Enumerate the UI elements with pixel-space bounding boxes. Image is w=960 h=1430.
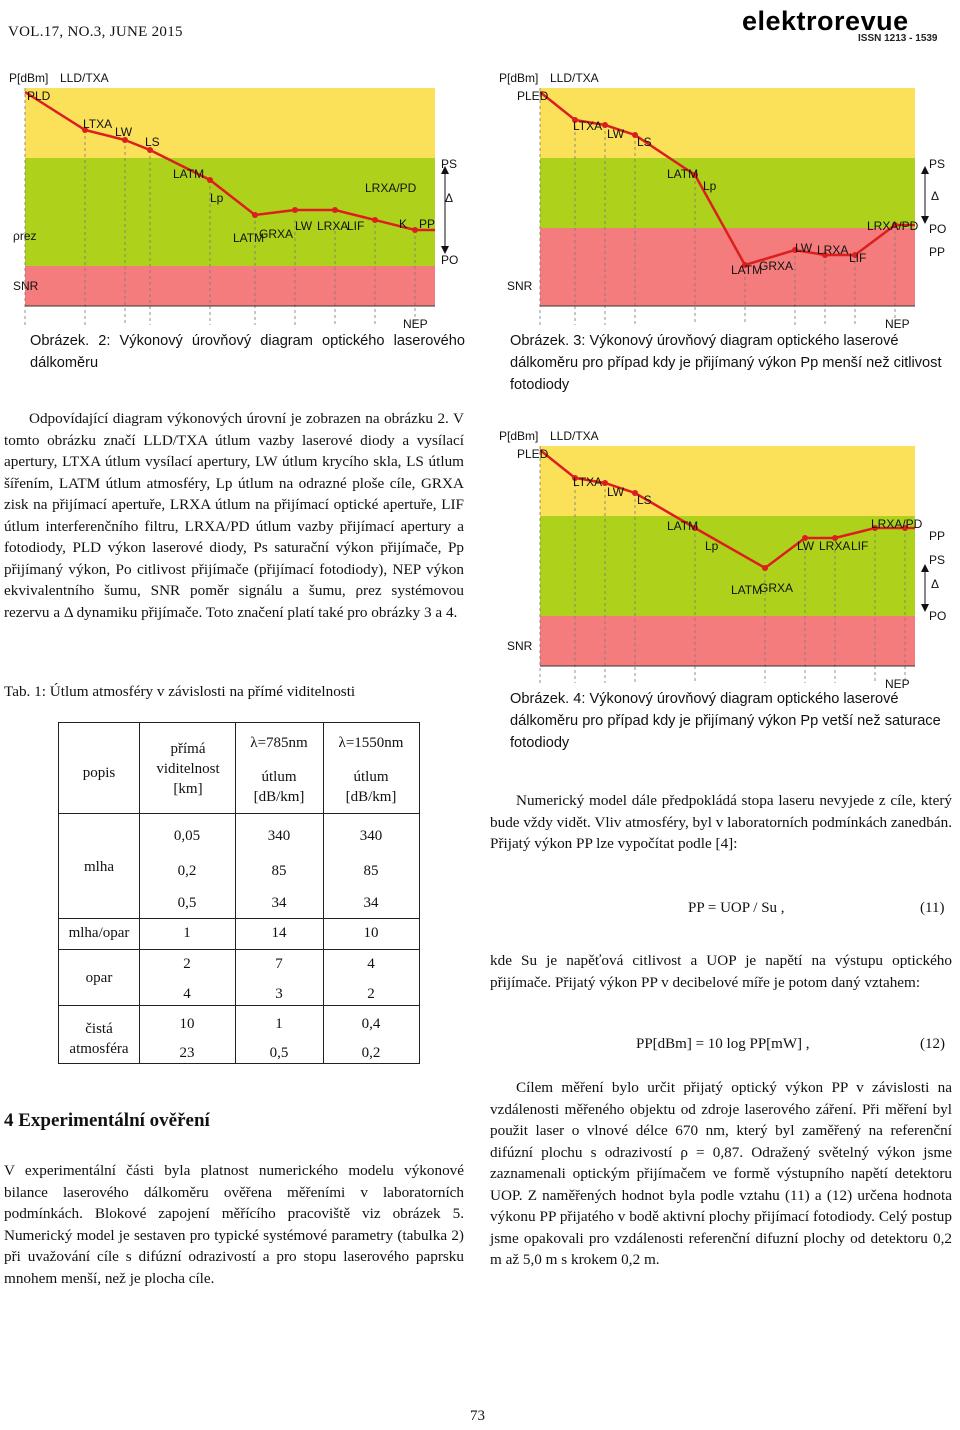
table-cell: 1 [183, 925, 191, 941]
fig2-l-atm: LATM [173, 167, 205, 181]
fig2-l-atm2: LATM [233, 231, 265, 245]
table-cell: 4 [367, 956, 375, 972]
fig2-l-if: LIF [347, 219, 365, 233]
table-header-1550: λ=1550nm [338, 735, 404, 751]
table-1 [58, 722, 420, 1064]
fig2-l-ld-txa: LLD/TXA [60, 71, 109, 85]
fig2-rez: ρrez [13, 229, 37, 243]
fig2-snr: SNR [13, 279, 39, 293]
table-cell: 14 [271, 925, 287, 941]
fig4-delta: Δ [931, 577, 940, 591]
fig4-p-led: PLED [517, 447, 549, 461]
fig4-l-ld-txa: LLD/TXA [550, 429, 599, 443]
table-cell: 1 [275, 1016, 283, 1032]
fig2-l-s: LS [145, 135, 160, 149]
fig3-p-s: PS [929, 157, 946, 171]
table-cell: 10 [363, 925, 379, 941]
fig4-l-s: LS [637, 493, 652, 507]
figure-3-diagram [495, 70, 957, 330]
fig2-p-p: PP [419, 217, 436, 231]
fig2-l-w2: LW [295, 219, 313, 233]
fig4-l-if: LIF [851, 539, 869, 553]
equation-12: PP[dBm] = 10 log PP[mW] , [636, 1036, 810, 1052]
figure-2-caption: Obrázek. 2: Výkonový úrovňový diagram optického laserového dálkoměru [30, 333, 465, 371]
fig2-l-txa: LTXA [83, 117, 113, 131]
fig3-p-axis: P[dBm] [499, 71, 539, 85]
table-cell: 0,5 [177, 895, 197, 911]
fig2-k: K [399, 217, 408, 231]
equation-11: PP = UOP / Su , [688, 900, 785, 916]
fig3-snr: SNR [507, 279, 533, 293]
fig3-l-txa: LTXA [573, 119, 603, 133]
table-cell: 34 [363, 895, 379, 911]
page-number: 73 [470, 1408, 485, 1424]
equation-11-number: (11) [920, 900, 945, 916]
right-paragraph-2: kde Su je napěťová citlivost a UOP je napětí na výstupu optického přijímače. Přijatý výkon PP v decibelové míře je potom daný vztahem: [490, 952, 952, 991]
table-cell: 10 [179, 1016, 195, 1032]
fig3-l-rxa: LRXA [817, 243, 849, 257]
table-cell: 0,5 [269, 1045, 289, 1061]
fig4-l-rxa-pd: LRXA/PD [871, 517, 923, 531]
fig4-p-o: PO [929, 609, 947, 623]
fig3-p-p: PP [929, 245, 946, 259]
fig3-delta: Δ [931, 189, 940, 203]
fig4-l-w2: LW [797, 539, 815, 553]
fig3-l-if: LIF [849, 251, 867, 265]
table-header-785: λ=785nm [250, 735, 308, 751]
logo-lettering: elektrorevue [742, 6, 909, 36]
table-group-opar: opar [85, 970, 113, 986]
fig2-l-w: LW [115, 125, 133, 139]
fig2-l-rxa-pd: LRXA/PD [365, 181, 417, 195]
left-paragraph-1: Odpovídající diagram výkonových úrovní je zobrazen na obrázku 2. V tomto obrázku značí LLD/TXA útlum vazby laserové diody a vysílací apertury, LTXA útlum vysílací apertury, LW útlum krycího skla, LS útlum šířením, LATM útlum atmosféry, Lp útlum na odrazné ploše cíle, GRXA zisk na přijímací apertuře, LRXA útlum na přijímací optické apertuře, LIF útlum interferenčního filtru, LRXA/PD útlum vazby přijímací apertury a fotodiody, PLD výkon laserové diody, Ps saturační výkon přijímače, Pp přijímaný výkon, Po citlivost přijímače (přijímací fotodiody), NEP výkon ekvivalentního šumu, SNR poměr signálu a šumu, ρrez systémovou rezervu a Δ dynamiku přijímače. Toto značení platí také pro obrázky 3 a 4. [4, 410, 464, 621]
table-group-mlha-opar: mlha/opar [68, 925, 130, 941]
issn-label: ISSN 1213 - 1539 [858, 33, 938, 44]
figure-3-caption: Obrázek. 3: Výkonový úrovňový diagram optického laserové dálkoměru pro případ kdy je přijímaný výkon Pp menší než citlivost fotodiody [510, 333, 942, 393]
fig2-nep: NEP [403, 317, 428, 330]
table-1-caption: Tab. 1: Útlum atmosféry v závislosti na přímé viditelnosti [4, 683, 356, 700]
fig3-l-ld-txa: LLD/TXA [550, 71, 599, 85]
fig4-nep: NEP [885, 677, 910, 690]
table-cell: 340 [267, 828, 291, 844]
right-paragraph-3: Cílem měření bylo určit přijatý optický výkon PP v závislosti na vzdálenosti měřeného objektu od zdroje laserového záření. Při měření byl použit laser o vlnové délce 670 nm, který byl zaměřený na referenční difúzní plochu s odrazivostí ρ = 0,87. Odražený světelný výkon jsme zaznamenali optickým přijímačem ve formě výstupního napětí detektoru UOP. Z naměřených hodnot byla podle vztahu (11) a (12) určena hodnota výkonu PP přijatého v bodě aktivní plochy přijímací fotodiody. Celý postup jsme opakovali pro vzdálenosti referenční difuzní plochy od detektoru 0,2 m až 5,0 m s krokem 0,2 m. [490, 1079, 952, 1268]
table-header-att785: útlum [dB/km] [253, 769, 305, 805]
figure-2-diagram [5, 70, 470, 330]
fig4-l-p: Lp [705, 539, 719, 553]
fig2-delta: Δ [445, 191, 454, 205]
fig3-l-w: LW [607, 127, 625, 141]
fig3-l-w2: LW [795, 241, 813, 255]
fig3-l-p: Lp [703, 179, 717, 193]
fig3-l-s: LS [637, 135, 652, 149]
table-cell: 23 [179, 1045, 195, 1061]
fig3-p-o: PO [929, 222, 947, 236]
equation-12-number: (12) [920, 1036, 945, 1052]
fig2-p-o: PO [441, 253, 459, 267]
table-cell: 85 [363, 863, 379, 879]
figure-4-caption: Obrázek. 4: Výkonový úrovňový diagram optického laserové dálkoměru pro případ kdy je přijímaný výkon Pp vetší než saturace fotodiody [510, 691, 941, 751]
left-paragraph-2: V experimentální části byla platnost numerického modelu výkonové bilance laserového dálkoměru ověřena měřeními v laboratorních podmínkách. Blokové zapojení měřícího pracoviště viz obrázek 5. Numerický model je sestaven pro typické systémové parametry (tabulka 2) při uvažování cíle s difúzní odrazivostí a pro stopu laserového paprsku mnohem menší, než je plocha cíle. [4, 1162, 464, 1287]
fig2-p-ld: PLD [27, 89, 51, 103]
table-cell: 4 [183, 986, 191, 1002]
table-cell: 340 [359, 828, 383, 844]
table-cell: 3 [275, 986, 283, 1002]
fig4-p-s: PS [929, 553, 946, 567]
fig3-p-led: PLED [517, 89, 549, 103]
fig3-l-atm2: LATM [731, 263, 763, 277]
fig4-l-atm2: LATM [731, 583, 763, 597]
table-group-cista-atmosfera: čistá atmosféra [69, 1021, 129, 1057]
fig4-l-atm: LATM [667, 519, 699, 533]
fig4-p-p: PP [929, 529, 946, 543]
fig4-g-rxa: GRXA [759, 581, 794, 595]
table-cell: 0,2 [361, 1045, 381, 1061]
fig4-snr: SNR [507, 639, 533, 653]
fig3-g-rxa: GRXA [759, 259, 794, 273]
table-header-att1550: útlum [dB/km] [345, 769, 397, 805]
fig2-l-rxa: LRXA [317, 219, 349, 233]
fig2-p-axis: P[dBm] [9, 71, 49, 85]
table-cell: 0,05 [173, 828, 201, 844]
fig2-g-rxa: GRXA [259, 227, 294, 241]
fig2-p-s: PS [441, 157, 458, 171]
section-heading: 4 Experimentální ověření [4, 1110, 210, 1131]
fig4-l-rxa: LRXA [819, 539, 851, 553]
table-cell: 34 [271, 895, 287, 911]
table-cell: 2 [183, 956, 191, 972]
fig4-l-txa: LTXA [573, 475, 603, 489]
journal-header: VOL.17, NO.3, JUNE 2015 [8, 24, 183, 40]
fig3-l-atm: LATM [667, 167, 699, 181]
table-group-mlha: mlha [84, 859, 114, 875]
table-cell: 0,4 [361, 1016, 381, 1032]
table-cell: 2 [367, 986, 375, 1002]
fig4-l-w: LW [607, 485, 625, 499]
right-paragraph-1: Numerický model dále předpokládá stopa laseru nevyjede z cíle, který bude vždy vidět. Vliv atmosféry, byl v laboratorních podmínkách zanedbán. Přijatý výkon PP lze vypočítat podle [4]: [490, 792, 952, 852]
table-cell: 7 [275, 956, 283, 972]
figure-4-diagram [495, 428, 957, 690]
table-header-visibility: přímá viditelnost [km] [156, 741, 220, 797]
fig2-l-p: Lp [210, 191, 224, 205]
table-header-popis: popis [82, 765, 116, 781]
fig4-p-axis: P[dBm] [499, 429, 539, 443]
fig3-nep: NEP [885, 317, 910, 330]
table-cell: 85 [271, 863, 287, 879]
table-cell: 0,2 [177, 863, 197, 879]
fig3-l-rxa-pd: LRXA/PD [867, 219, 919, 233]
